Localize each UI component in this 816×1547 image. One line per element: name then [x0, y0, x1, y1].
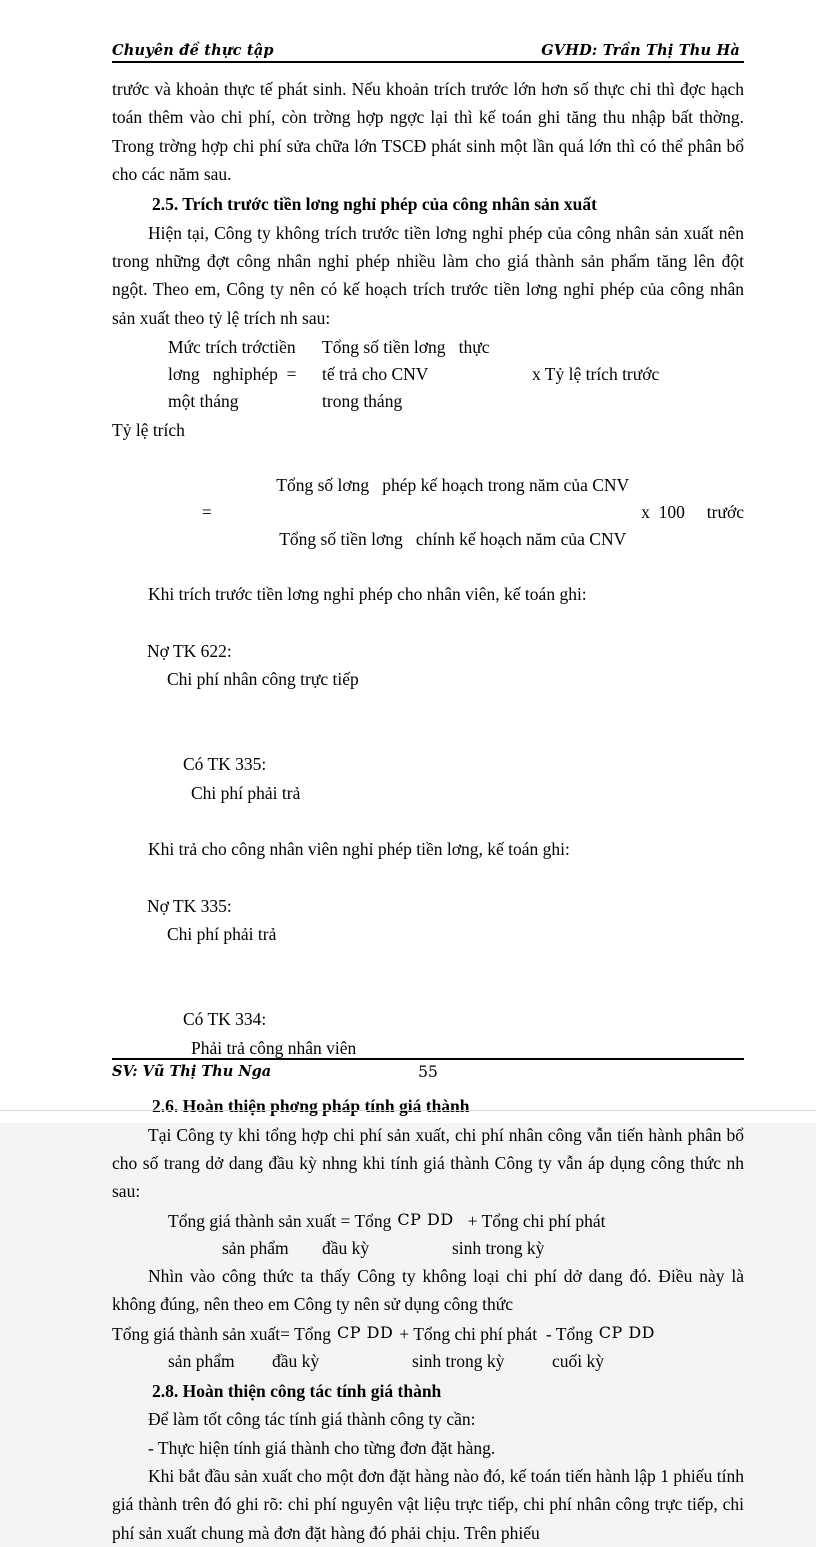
paragraph-2-6-note: Nhìn vào công thức ta thấy Công ty không loại chi phí dở dang đó. Điều này là không đúng, nên theo em Công ty nên sử dụng công thức — [112, 1266, 744, 1315]
formula-gia-thanh-1 — [112, 1208, 744, 1262]
paragraph-intro: trước và khoản thực tế phát sinh. Nếu khoản trích trước lớn hơn số thực chi thì đợc hạch toán thêm vào chi phí, còn trờng hợp ngợc lại thì kế toán ghi tăng thu nhập bất thờng. Trong trờng hợp chi phí sửa chữa lớn TSCĐ phát sinh một lần quá lớn thì có thể phân bổ cho các năm sau. — [112, 79, 744, 185]
bottom-divider — [0, 1110, 816, 1111]
ledger-account: Có TK 334: — [183, 1009, 267, 1030]
ledger-account: Nợ TK 335: — [147, 896, 232, 916]
header-left-text: Chuyên đề thực tập — [112, 42, 274, 59]
ledger-desc: Chi phí phải trả — [191, 782, 301, 803]
formula3-row2-b: đầu kỳ — [322, 1237, 370, 1258]
formula4-row1-a: Tổng giá thành sản xuất= Tổng — [112, 1323, 332, 1344]
ledger-line — [112, 722, 744, 835]
formula2-label: Tỷ lệ trích — [112, 420, 185, 441]
formula4-row2-c: sinh trong kỳ — [412, 1350, 505, 1371]
formula3-row1-a: Tổng giá thành sản xuất = Tổng — [168, 1210, 392, 1231]
formula1-row2-c: x Tỷ lệ trích trước — [532, 364, 660, 385]
paragraph-ledger-intro-2: Khi trả cho công nhân viên nghỉ phép tiền lơng, kế toán ghi: — [148, 839, 570, 860]
formula4-row2-a: sản phẩm — [168, 1350, 235, 1371]
paragraph-2-6: Tại Công ty khi tổng hợp chi phí sản xuất, chi phí nhân công vẫn tiến hành phân bổ cho số trang dở dang đầu kỳ nhng khi tính giá thành Công ty vẫn áp dụng công thức nh sau: — [112, 1124, 744, 1202]
formula1-row1-b: Tổng số tiền lơng thực — [322, 337, 490, 358]
ledger-desc: Phải trả công nhân viên — [191, 1037, 357, 1058]
formula2-denominator: Tổng số tiền lơng chính kế hoạch năm của CNV — [279, 528, 627, 549]
formula3-row1-b: + Tổng chi phí phát — [467, 1210, 606, 1231]
paragraph-2-5: Hiện tại, Công ty không trích trước tiền lơng nghỉ phép của công nhân sản xuất nên trong những đợt công nhân nghỉ phép nhiều làm cho giá thành sản phẩm tăng lên đột ngột. Theo em, Công ty nên có kế hoạch trích trước tiền lơng nghỉ phép của công nhân sản xuất theo tỷ lệ trích nh sau: — [112, 222, 744, 328]
formula3-row2-a: sản phẩm — [222, 1237, 289, 1258]
ledger-account: Nợ TK 622: — [147, 640, 232, 661]
page-number: 55 — [418, 1063, 438, 1081]
formula2-tail: x 100 trước — [641, 501, 744, 522]
formula-gia-thanh-2 — [112, 1321, 744, 1375]
ledger-desc: Chi phí phải trả — [167, 924, 277, 945]
heading-2-6: 2.6. Hoàn thiện phơng pháp tính giá thành — [152, 1096, 470, 1117]
ledger-line — [112, 609, 744, 722]
formula4-row2-b: đầu kỳ — [272, 1350, 320, 1371]
ledger-account: Có TK 335: — [183, 754, 267, 775]
heading-2-5: 2.5. Trích trước tiền lơng nghỉ phép của công nhân sản xuất — [152, 194, 597, 215]
header-right-text: GVHD: Trần Thị Thu Hà — [541, 42, 740, 59]
formula2-equals: = — [201, 501, 212, 522]
paragraph-ledger-intro-1: Khi trích trước tiền lơng nghỉ phép cho nhân viên, kế toán ghi: — [148, 584, 587, 605]
formula3-row2-c: sinh trong kỳ — [452, 1237, 545, 1258]
formula4-row1-cp1: CP DD — [337, 1322, 394, 1342]
formula-ty-le-trich — [112, 417, 744, 580]
ledger-line — [112, 864, 744, 977]
formula1-row1-a: Mức trích trớctiền — [168, 337, 296, 358]
formula4-row1-b: + Tổng chi phí phát - Tổng — [399, 1323, 593, 1344]
document-body — [112, 75, 744, 1547]
formula1-row3-a: một tháng — [168, 391, 239, 412]
footer-author: SV: Vũ Thị Thu Nga — [112, 1063, 272, 1080]
page-content — [112, 42, 744, 1547]
heading-2-8: 2.8. Hoàn thiện công tác tính giá thành — [152, 1380, 442, 1401]
formula1-row2-b: tế trả cho CNV — [322, 364, 429, 385]
formula-trich-truoc — [112, 334, 744, 415]
paragraph-2-8-b: - Thực hiện tính giá thành cho từng đơn đặt hàng. — [148, 1437, 496, 1458]
formula1-row3-b: trong tháng — [322, 391, 403, 412]
page-footer — [112, 1058, 744, 1080]
formula4-row1-cp2: CP DD — [598, 1322, 655, 1342]
page-header — [112, 42, 744, 63]
ledger-desc: Chi phí nhân công trực tiếp — [167, 669, 359, 690]
formula4-row2-d: cuối kỳ — [552, 1350, 605, 1371]
formula1-row2-a: lơng nghỉphép = — [168, 364, 297, 385]
formula3-row1-cp: CP DD — [397, 1209, 454, 1229]
formula2-numerator: Tổng số lơng phép kế hoạch trong năm của CNV — [276, 474, 630, 495]
paragraph-2-8-c: Khi bắt đầu sản xuất cho một đơn đặt hàng nào đó, kế toán tiến hành lập 1 phiếu tính giá thành trên đó ghi rõ: chi phí nguyên vật liệu trực tiếp, chi phí nhân công trực tiếp, chi phí sản xuất chung mà đơn đặt hàng đó phải chịu. Trên phiếu — [112, 1466, 744, 1543]
paragraph-2-8-a: Để làm tốt công tác tính giá thành công ty cần: — [148, 1409, 476, 1430]
